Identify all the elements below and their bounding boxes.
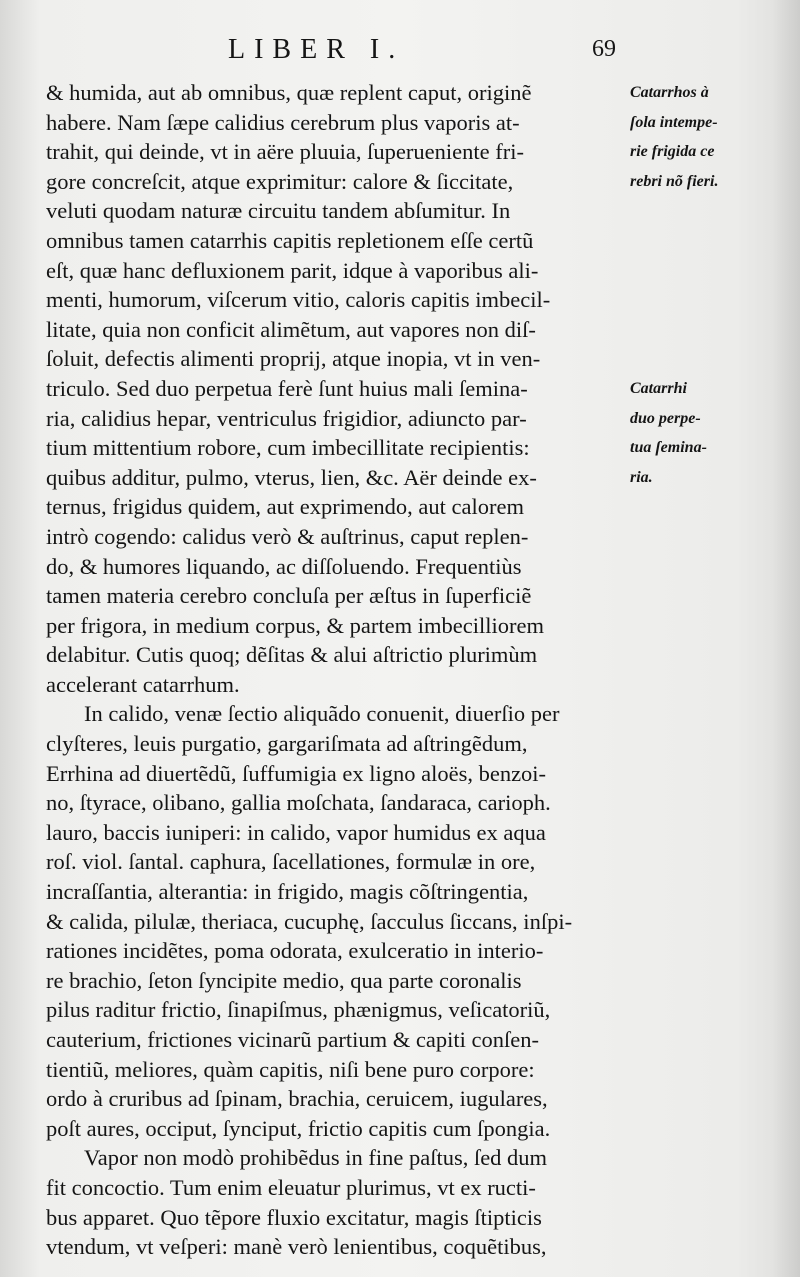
margin-note-line: rie frigida ce	[630, 143, 715, 161]
text-line: gore concreſcit, atque exprimitur: calore & ſiccitate,	[46, 168, 514, 194]
text-line: accelerant catarrhum.	[46, 671, 240, 697]
text-line: tamen materia cerebro concluſa per æſtus in ſuperficiẽ	[46, 583, 532, 609]
text-line: & humida, aut ab omnibus, quæ replent caput, originẽ	[46, 80, 532, 105]
text-line: eſt, quæ hanc defluxionem parit, idque à vaporibus ali-	[46, 257, 539, 283]
margin-note-line: rebri nõ fieri.	[630, 172, 719, 190]
text-line: clyſteres, leuis purgatio, gargariſmata ad aſtringẽdum,	[46, 731, 528, 757]
text-line: re brachio, ſeton ſyncipite medio, qua parte coronalis	[46, 967, 522, 993]
text-line: Errhina ad diuertẽdũ, ſuffumigia ex ligno aloës, benzoi-	[46, 760, 547, 786]
text-line: omnibus tamen catarrhis capitis repletionem eſſe certũ	[46, 227, 534, 253]
text-line: pilus raditur frictio, ſinapiſmus, phænigmus, veſicatoriũ,	[46, 997, 551, 1023]
gutter-shadow	[772, 0, 800, 1277]
text-line: delabitur. Cutis quoq; dẽſitas & alui aſtrictio plurimùm	[46, 642, 538, 668]
text-line: quibus additur, pulmo, vterus, lien, &c. Aër deinde ex-	[46, 464, 537, 490]
text-line: ternus, frigidus quidem, aut exprimendo, aut calorem	[46, 494, 524, 520]
text-line: incraſſantia, alterantia: in frigido, magis cõſtringentia,	[46, 879, 529, 905]
text-line: intrò cogendo: calidus verò & auſtrinus, caput replen-	[46, 523, 529, 549]
text-line: no, ſtyrace, olibano, gallia moſchata, ſandaraca, carioph.	[46, 790, 551, 816]
margin-note-line: duo perpe-	[630, 409, 701, 427]
text-line: tientiũ, meliores, quàm capitis, niſi bene puro corpore:	[46, 1056, 535, 1082]
text-line: triculo. Sed duo perpetua ferè ſunt huius mali ſemina-	[46, 375, 528, 401]
text-line: menti, humorum, viſcerum vitio, caloris capitis imbecil-	[46, 287, 551, 313]
margin-note-line: tua ſemina-	[630, 439, 707, 457]
text-line: roſ. viol. ſantal. caphura, ſacellationes, formulæ in ore,	[46, 849, 536, 875]
text-line: litate, quia non conficit alimẽtum, aut vapores non diſ-	[46, 316, 536, 342]
text-line: rationes incidẽtes, poma odorata, exulceratio in interio-	[46, 938, 544, 964]
text-line: trahit, qui deinde, vt in aëre pluuia, ſuperueniente fri-	[46, 139, 524, 165]
main-text	[46, 78, 646, 1262]
margin-note-line: Catarrhos à	[630, 84, 709, 101]
running-title: LIBER I.	[228, 34, 405, 65]
text-line: fit concoctio. Tum enim eleuatur plurimus, vt ex ructi-	[46, 1174, 536, 1200]
page-number: 69	[592, 36, 616, 62]
margin-note-line: ſola intempe-	[630, 113, 718, 131]
margin-note-line: Catarrhi	[630, 379, 687, 397]
text-line: veluti quodam naturæ circuitu tandem abſumitur. In	[46, 198, 511, 224]
text-line: habere. Nam ſæpe calidius cerebrum plus vaporis at-	[46, 109, 520, 135]
text-line: bus apparet. Quo tẽpore fluxio excitatur, magis ſtipticis	[46, 1204, 542, 1230]
text-line: Vapor non modò prohibẽdus in fine paſtus, ſed dum	[84, 1145, 548, 1171]
text-line: tium mittentium robore, cum imbecillitate recipientis:	[46, 435, 530, 461]
text-line: ſoluit, defectis alimenti proprij, atque inopia, vt in ven-	[46, 346, 541, 372]
text-line: cauterium, frictiones vicinarũ partium & capiti conſen-	[46, 1027, 539, 1052]
running-header	[0, 34, 800, 74]
text-line: ria, calidius hepar, ventriculus frigidior, adiuncto par-	[46, 405, 527, 431]
text-line: per frigora, in medium corpus, & partem imbecilliorem	[46, 612, 544, 638]
text-line: & calida, pilulæ, theriaca, cucuphę, ſacculus ſiccans, inſpi-	[46, 908, 573, 934]
text-line: In calido, venæ ſectio aliquãdo conuenit, diuerſio per	[84, 701, 560, 727]
text-line: lauro, baccis iuniperi: in calido, vapor humidus ex aqua	[46, 819, 546, 845]
text-line: ordo à cruribus ad ſpinam, brachia, ceruicem, iugulares,	[46, 1086, 548, 1112]
text-line: poſt aures, occiput, ſynciput, frictio capitis cum ſpongia.	[46, 1115, 551, 1141]
text-line: vtendum, vt veſperi: manè verò lenientibus, coquẽtibus,	[46, 1234, 547, 1260]
text-line: do, & humores liquando, ac diſſoluendo. Frequentiùs	[46, 553, 522, 579]
margin-note-line: ria.	[630, 468, 653, 486]
